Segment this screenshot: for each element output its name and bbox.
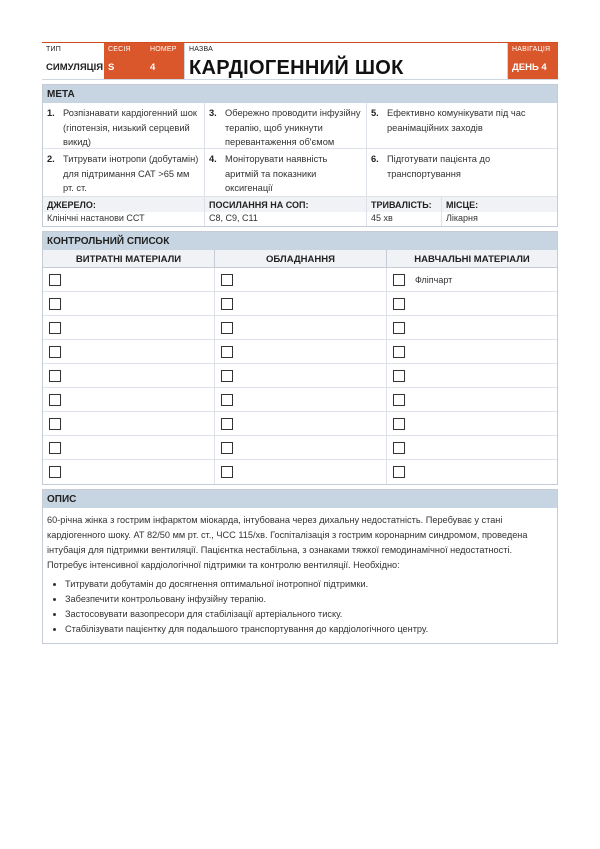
table-row	[43, 460, 557, 484]
checkbox[interactable]	[221, 418, 233, 430]
checklist-cell-consumables	[43, 340, 215, 364]
goal-number: 4.	[209, 154, 217, 164]
checklist-cell-equipment	[215, 268, 387, 292]
checklist-cell-equipment	[215, 292, 387, 316]
checklist-cell-training-materials	[387, 364, 557, 388]
checklist-cell-consumables	[43, 388, 215, 412]
goal-item	[43, 149, 205, 197]
checkbox[interactable]	[393, 346, 405, 358]
checkbox[interactable]	[221, 298, 233, 310]
checkbox[interactable]	[49, 298, 61, 310]
checkbox[interactable]	[221, 346, 233, 358]
checklist-cell-equipment	[215, 388, 387, 412]
sop-label: ПОСИЛАННЯ НА СОП:	[205, 197, 366, 212]
checkbox[interactable]	[49, 466, 61, 478]
checkbox[interactable]	[393, 442, 405, 454]
checklist-cell-training-materials	[387, 460, 557, 484]
place-label: МІСЦЕ:	[442, 197, 557, 212]
table-row	[43, 292, 557, 316]
goal-number: 1.	[47, 108, 55, 118]
checkbox[interactable]	[221, 274, 233, 286]
description-text: 60-річна жінка з гострим інфарктом міокарда, інтубована через дихальну недостатність. Перебуває у стані кардіогенного шоку. АТ 82/50 мм рт. ст., ЧСС 115/хв. Госпіталізація з гострим коронарним синдромом, проведена інтубація для підтримки вентиляції. Пацієнтка нестабільна, з ознаками тяжкої гемодинамічної недостатності. Потребує інтенсивної кардіологічної підтримки та контролю вентиляції. Необхідно:	[47, 515, 528, 570]
checklist-cell-consumables	[43, 292, 215, 316]
name-field	[184, 43, 508, 79]
checkbox[interactable]	[221, 394, 233, 406]
checkbox[interactable]	[49, 394, 61, 406]
column-equipment: ОБЛАДНАННЯ	[215, 250, 387, 268]
checkbox[interactable]	[221, 322, 233, 334]
goal-text: Моніторувати наявність аритмій та показники оксигенації	[225, 154, 328, 193]
checklist-cell-training-materials	[387, 436, 557, 460]
sop-value: С8, С9, С11	[209, 213, 258, 223]
goal-item	[367, 149, 557, 197]
checklist-title: КОНТРОЛЬНИЙ СПИСОК	[43, 232, 557, 250]
checklist-cell-equipment	[215, 412, 387, 436]
checkbox[interactable]	[49, 442, 61, 454]
checklist-cell-equipment	[215, 364, 387, 388]
checklist-cell-training-materials	[387, 340, 557, 364]
table-row	[43, 412, 557, 436]
checklist-cell-equipment	[215, 460, 387, 484]
place-value: Лікарня	[446, 213, 478, 223]
sop-field	[205, 197, 367, 226]
checklist-cell-equipment	[215, 436, 387, 460]
number-value: 4	[150, 62, 156, 73]
goal-text: Обережно проводити інфузійну терапію, щоб уникнути перевантаження об'ємом	[225, 108, 361, 147]
list-item: • Застосовувати вазопресори для стабілізації артеріального тиску.	[65, 607, 553, 622]
table-row	[43, 388, 557, 412]
type-field	[42, 43, 104, 79]
checklist-item-label: Фліпчарт	[415, 274, 453, 285]
number-field	[146, 43, 184, 79]
session-label: СЕСІЯ	[108, 46, 131, 53]
goals-section	[42, 84, 558, 227]
checklist-cell-training-materials	[387, 316, 557, 340]
checkbox[interactable]	[221, 466, 233, 478]
place-field	[442, 197, 557, 226]
goal-text: Титрувати інотропи (добутамін) для підтримання САТ >65 мм рт. ст.	[63, 154, 199, 193]
checkbox[interactable]	[49, 370, 61, 382]
checklist-cell-equipment	[215, 316, 387, 340]
column-training-materials: НАВЧАЛЬНІ МАТЕРІАЛИ	[387, 250, 557, 268]
table-row	[43, 340, 557, 364]
scenario-card	[42, 42, 558, 644]
goal-item	[205, 103, 367, 149]
goal-number: 5.	[371, 108, 379, 118]
description-section	[42, 489, 558, 644]
checklist-header	[43, 250, 557, 268]
checkbox[interactable]	[49, 346, 61, 358]
source-label: ДЖЕРЕЛО:	[43, 197, 204, 212]
checkbox[interactable]	[393, 394, 405, 406]
nav-value: ДЕНЬ 4	[512, 62, 547, 73]
nav-field	[508, 43, 558, 79]
description-title: ОПИС	[43, 490, 557, 508]
goal-text: Підготувати пацієнта до транспортування	[387, 154, 491, 179]
checkbox[interactable]	[393, 418, 405, 430]
checklist-cell-consumables	[43, 268, 215, 292]
checkbox[interactable]	[393, 466, 405, 478]
table-row	[43, 268, 557, 292]
table-row	[43, 316, 557, 340]
duration-label: ТРИВАЛІСТЬ:	[367, 197, 441, 212]
checklist-cell-consumables	[43, 316, 215, 340]
checklist-cell-training-materials	[387, 292, 557, 316]
checklist-cell-training-materials	[387, 268, 557, 292]
type-value: СИМУЛЯЦІЯ	[46, 62, 104, 73]
source-value: Клінічні настанови ССТ	[47, 213, 145, 223]
goal-text: Ефективно комунікувати під час реанімаційних заходів	[387, 108, 526, 133]
list-item: • Забезпечити контрольовану інфузійну терапію.	[65, 592, 553, 607]
number-label: НОМЕР	[150, 46, 177, 53]
description-bullets	[47, 577, 553, 637]
checkbox[interactable]	[49, 274, 61, 286]
nav-label: НАВІГАЦІЯ	[512, 46, 551, 53]
goals-grid	[43, 103, 557, 197]
name-label: НАЗВА	[189, 46, 213, 53]
description-body	[43, 508, 557, 643]
checkbox[interactable]	[393, 370, 405, 382]
checkbox[interactable]	[393, 322, 405, 334]
card-header	[42, 42, 558, 80]
checklist-cell-training-materials	[387, 388, 557, 412]
goal-text: Розпізнавати кардіогенний шок (гіпотензія, низький серцевий викид)	[63, 108, 197, 147]
checkbox[interactable]	[393, 298, 405, 310]
goal-item	[43, 103, 205, 149]
goals-title: МЕТА	[43, 85, 557, 103]
type-label: ТИП	[46, 46, 61, 53]
session-field	[104, 43, 146, 79]
checklist-cell-consumables	[43, 364, 215, 388]
checkbox[interactable]	[221, 442, 233, 454]
checklist-cell-training-materials	[387, 412, 557, 436]
checklist-body	[43, 268, 557, 484]
duration-field	[367, 197, 442, 226]
list-item: • Титрувати добутамін до досягнення оптимальної інотропної підтримки.	[65, 577, 553, 592]
goal-number: 2.	[47, 154, 55, 164]
meta-row	[43, 197, 557, 226]
duration-value: 45 хв	[371, 213, 393, 223]
goal-item	[205, 149, 367, 197]
goal-item	[367, 103, 557, 149]
checkbox[interactable]	[393, 274, 405, 286]
table-row	[43, 436, 557, 460]
checklist-cell-consumables	[43, 412, 215, 436]
checkbox[interactable]	[49, 418, 61, 430]
session-value: S	[108, 62, 115, 73]
checklist-cell-consumables	[43, 436, 215, 460]
page-title: КАРДІОГЕННИЙ ШОК	[189, 57, 404, 79]
list-item: • Стабілізувати пацієнтку для подальшого транспортування до кардіологічного центру.	[65, 622, 553, 637]
checklist-section	[42, 231, 558, 485]
checklist-cell-equipment	[215, 340, 387, 364]
checkbox[interactable]	[221, 370, 233, 382]
goal-number: 3.	[209, 108, 217, 118]
checkbox[interactable]	[49, 322, 61, 334]
source-field	[43, 197, 205, 226]
checklist-cell-consumables	[43, 460, 215, 484]
column-consumables: ВИТРАТНІ МАТЕРІАЛИ	[43, 250, 215, 268]
table-row	[43, 364, 557, 388]
goal-number: 6.	[371, 154, 379, 164]
